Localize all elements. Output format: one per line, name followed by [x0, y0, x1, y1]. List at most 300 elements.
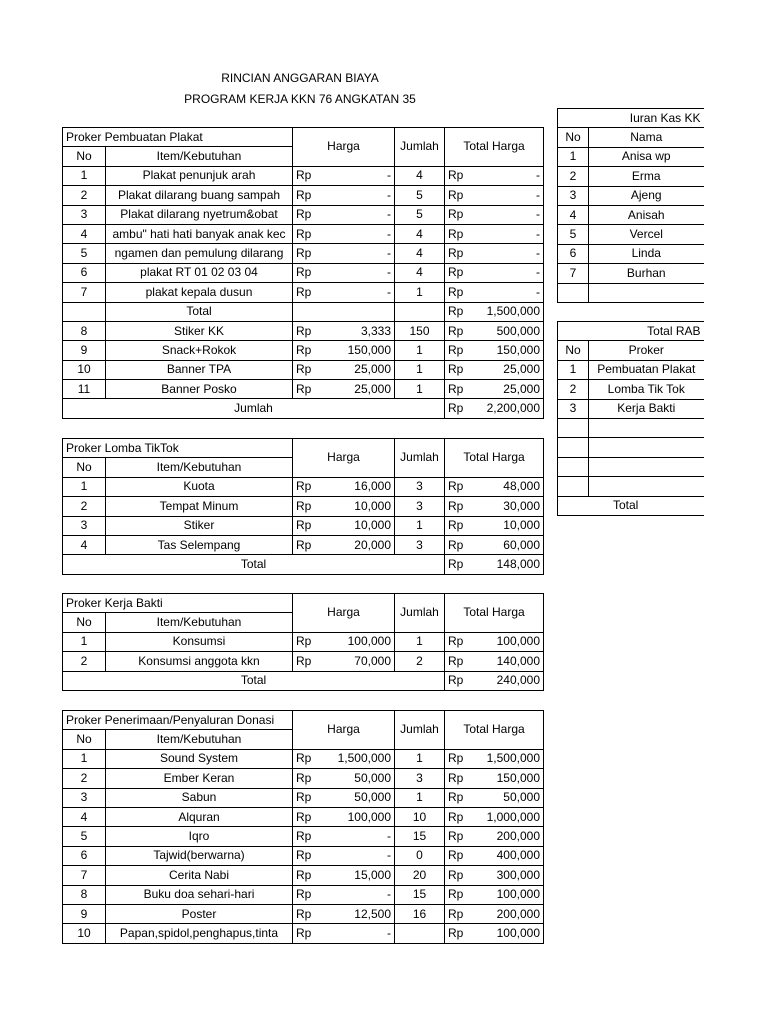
row-no: 4: [558, 205, 589, 224]
row-item: Sound System: [106, 749, 293, 768]
no-header: No: [558, 341, 589, 360]
row-no: 6: [63, 263, 106, 282]
total-currency: Rp: [445, 205, 476, 224]
total-row: [558, 496, 704, 515]
row-harga: -: [326, 205, 395, 224]
row-total-harga: -: [476, 263, 544, 282]
total-currency: Rp: [445, 652, 476, 671]
table-penerimaan-donasi: [62, 710, 544, 944]
row-harga: 25,000: [326, 360, 395, 379]
row-item: Tas Selempang: [106, 535, 293, 554]
row-harga: 20,000: [326, 535, 395, 554]
blank-cell: [293, 302, 326, 321]
total-currency: Rp: [445, 283, 476, 302]
row-item: Cerita Nabi: [106, 866, 293, 885]
row-jumlah: 1: [395, 360, 445, 379]
row-harga: 12,500: [326, 904, 395, 923]
jumlah-row: [63, 399, 544, 418]
total-currency: Rp: [445, 866, 476, 885]
total-currency: Rp: [445, 186, 476, 205]
row-item: Stiker: [106, 516, 293, 535]
harga-header: Harga: [293, 128, 395, 167]
row-nama: Anisa wp: [589, 147, 704, 166]
row-total-harga: -: [476, 244, 544, 263]
nama-header: Nama: [589, 128, 704, 147]
table-row: [63, 885, 544, 904]
harga-currency: Rp: [293, 769, 326, 788]
row-total-harga: -: [476, 283, 544, 302]
row-total-harga: 25,000: [476, 380, 544, 399]
row-total-harga: 300,000: [476, 866, 544, 885]
harga-currency: Rp: [293, 380, 326, 399]
total-harga-header: Total Harga: [445, 439, 544, 478]
row-harga: -: [326, 186, 395, 205]
table-row: [63, 904, 544, 923]
row-item: Stiker KK: [106, 321, 293, 340]
table-row: [63, 263, 544, 282]
total-currency: Rp: [445, 399, 476, 418]
row-item: Tajwid(berwarna): [106, 846, 293, 865]
row-total-harga: -: [476, 166, 544, 185]
total-currency: Rp: [445, 516, 476, 535]
total-currency: Rp: [445, 341, 476, 360]
harga-currency: Rp: [293, 924, 326, 943]
blank-cell: [558, 477, 589, 496]
row-no: 2: [558, 167, 589, 186]
row-jumlah: 2: [395, 652, 445, 671]
table-total-rab: [557, 321, 704, 516]
row-jumlah: 1: [395, 632, 445, 651]
harga-currency: Rp: [293, 846, 326, 865]
rab-body: [558, 322, 704, 516]
row-item: Alquran: [106, 807, 293, 826]
row-jumlah: 1: [395, 283, 445, 302]
document-title-line2: PROGRAM KERJA KKN 76 ANGKATAN 35: [184, 92, 416, 106]
row-total-harga: 48,000: [476, 477, 544, 496]
row-harga: 100,000: [326, 807, 395, 826]
row-harga: 16,000: [326, 477, 395, 496]
row-harga: 1,500,000: [326, 749, 395, 768]
total-currency: Rp: [445, 769, 476, 788]
blank-cell: [558, 418, 589, 437]
table-row: [558, 264, 704, 283]
row-item: Papan,spidol,penghapus,tinta: [106, 924, 293, 943]
row-no: 8: [63, 885, 106, 904]
harga-header: Harga: [293, 439, 395, 478]
row-harga: 100,000: [326, 632, 395, 651]
row-total-harga: 100,000: [476, 632, 544, 651]
table-row: [63, 652, 544, 671]
row-harga: -: [326, 885, 395, 904]
row-no: 9: [63, 904, 106, 923]
item-header: Item/Kebutuhan: [106, 147, 293, 166]
row-harga: 70,000: [326, 652, 395, 671]
table-row: [63, 205, 544, 224]
row-harga: -: [326, 924, 395, 943]
row-harga: -: [326, 827, 395, 846]
row-item: Snack+Rokok: [106, 341, 293, 360]
row-jumlah: [395, 924, 445, 943]
harga-currency: Rp: [293, 244, 326, 263]
row-total-harga: -: [476, 205, 544, 224]
total-row: [63, 555, 544, 574]
blank-cell: [395, 302, 445, 321]
row-no: 6: [63, 846, 106, 865]
total-harga-header: Total Harga: [445, 711, 544, 750]
row-total-harga: 60,000: [476, 535, 544, 554]
total-value: 240,000: [476, 671, 544, 690]
donasi-body: [63, 711, 544, 944]
section-title: Proker Pembuatan Plakat: [63, 128, 293, 147]
total-value: 2,200,000: [476, 399, 544, 418]
table-pembuatan-plakat: [62, 127, 544, 419]
blank-cell: [558, 283, 589, 302]
row-jumlah: 1: [395, 516, 445, 535]
total-label: Total: [558, 496, 704, 515]
row-total-harga: -: [476, 224, 544, 243]
row-harga: -: [326, 283, 395, 302]
row-no: 1: [63, 632, 106, 651]
total-value: 148,000: [476, 555, 544, 574]
row-jumlah: 10: [395, 807, 445, 826]
harga-currency: Rp: [293, 205, 326, 224]
table-row-empty: [558, 457, 704, 476]
harga-currency: Rp: [293, 224, 326, 243]
row-total-harga: 100,000: [476, 924, 544, 943]
total-currency: Rp: [445, 827, 476, 846]
row-harga: -: [326, 846, 395, 865]
row-no: 3: [63, 788, 106, 807]
harga-currency: Rp: [293, 652, 326, 671]
table-row: [63, 380, 544, 399]
total-currency: Rp: [445, 885, 476, 904]
row-no: 3: [63, 205, 106, 224]
row-total-harga: 500,000: [476, 321, 544, 340]
harga-currency: Rp: [293, 807, 326, 826]
table-row-empty: [558, 438, 704, 457]
table-row-empty: [558, 283, 704, 302]
row-jumlah: 3: [395, 477, 445, 496]
row-harga: -: [326, 263, 395, 282]
row-jumlah: 3: [395, 535, 445, 554]
table-row: [63, 535, 544, 554]
bakti-body: [63, 594, 544, 691]
total-currency: Rp: [445, 846, 476, 865]
table-row: [63, 360, 544, 379]
total-currency: Rp: [445, 224, 476, 243]
row-total-harga: 200,000: [476, 827, 544, 846]
row-jumlah: 5: [395, 205, 445, 224]
row-jumlah: 4: [395, 244, 445, 263]
row-no: 5: [558, 225, 589, 244]
table-row: [558, 205, 704, 224]
row-jumlah: 1: [395, 341, 445, 360]
harga-currency: Rp: [293, 321, 326, 340]
table-row: [63, 477, 544, 496]
row-no: 1: [558, 147, 589, 166]
blank-cell: [326, 302, 395, 321]
row-jumlah: 15: [395, 885, 445, 904]
no-header: No: [63, 147, 106, 166]
harga-currency: Rp: [293, 535, 326, 554]
row-jumlah: 150: [395, 321, 445, 340]
row-total-harga: 50,000: [476, 788, 544, 807]
row-harga: 15,000: [326, 866, 395, 885]
row-total-harga: 1,500,000: [476, 749, 544, 768]
row-no: 2: [63, 186, 106, 205]
table-row: [63, 788, 544, 807]
table-row: [63, 224, 544, 243]
iuran-title: Iuran Kas KK: [558, 109, 704, 128]
row-total-harga: 100,000: [476, 885, 544, 904]
total-label: Total: [63, 555, 445, 574]
total-currency: Rp: [445, 497, 476, 516]
row-harga: 50,000: [326, 769, 395, 788]
no-header: No: [558, 128, 589, 147]
total-currency: Rp: [445, 302, 476, 321]
blank-cell: [589, 477, 704, 496]
total-value: 1,500,000: [476, 302, 544, 321]
table-row: [558, 244, 704, 263]
row-no: 2: [63, 497, 106, 516]
row-jumlah: 5: [395, 186, 445, 205]
subtotal-row: [63, 302, 544, 321]
total-label: Total: [63, 671, 445, 690]
row-jumlah: 4: [395, 263, 445, 282]
total-currency: Rp: [445, 807, 476, 826]
table-row: [63, 827, 544, 846]
table-row: [63, 769, 544, 788]
table-row-empty: [558, 477, 704, 496]
table-row: [558, 186, 704, 205]
table-iuran-kas: [557, 108, 704, 303]
harga-currency: Rp: [293, 497, 326, 516]
table-row: [63, 516, 544, 535]
no-header: No: [63, 613, 106, 632]
row-total-harga: 150,000: [476, 769, 544, 788]
table-kerja-bakti: [62, 593, 544, 691]
row-no: 2: [558, 380, 589, 399]
table-row: [63, 807, 544, 826]
total-harga-header: Total Harga: [445, 594, 544, 633]
row-harga: -: [326, 166, 395, 185]
table-row: [558, 360, 704, 379]
section-title: Proker Penerimaan/Penyaluran Donasi: [63, 711, 293, 730]
row-no: 9: [63, 341, 106, 360]
row-no: 1: [63, 166, 106, 185]
row-no: 2: [63, 652, 106, 671]
harga-currency: Rp: [293, 632, 326, 651]
table-lomba-tiktok: [62, 438, 544, 575]
row-jumlah: 4: [395, 224, 445, 243]
table-row: [63, 846, 544, 865]
row-harga: -: [326, 224, 395, 243]
jumlah-header: Jumlah: [395, 594, 445, 633]
row-no: 7: [63, 283, 106, 302]
harga-currency: Rp: [293, 885, 326, 904]
row-item: plakat kepala dusun: [106, 283, 293, 302]
proker-header: Proker: [589, 341, 704, 360]
harga-currency: Rp: [293, 827, 326, 846]
harga-currency: Rp: [293, 749, 326, 768]
table-row: [63, 166, 544, 185]
total-currency: Rp: [445, 244, 476, 263]
row-total-harga: 30,000: [476, 497, 544, 516]
total-currency: Rp: [445, 924, 476, 943]
row-jumlah: 1: [395, 380, 445, 399]
row-item: Iqro: [106, 827, 293, 846]
table-row: [63, 497, 544, 516]
table-row: [63, 321, 544, 340]
harga-header: Harga: [293, 711, 395, 750]
row-item: Konsumsi: [106, 632, 293, 651]
plakat-body: [63, 128, 544, 419]
row-total-harga: 400,000: [476, 846, 544, 865]
row-jumlah: 4: [395, 166, 445, 185]
row-jumlah: 20: [395, 866, 445, 885]
table-row: [63, 924, 544, 943]
table-row: [63, 632, 544, 651]
row-item: Buku doa sehari-hari: [106, 885, 293, 904]
no-header: No: [63, 730, 106, 749]
row-total-harga: -: [476, 186, 544, 205]
row-no: 3: [558, 186, 589, 205]
table-row: [63, 866, 544, 885]
row-item: Plakat penunjuk arah: [106, 166, 293, 185]
row-proker: Pembuatan Plakat: [589, 360, 704, 379]
row-item: plakat RT 01 02 03 04: [106, 263, 293, 282]
table-row-empty: [558, 418, 704, 437]
row-no: 4: [63, 807, 106, 826]
row-no: 3: [558, 399, 589, 418]
blank-cell: [63, 302, 106, 321]
row-total-harga: 25,000: [476, 360, 544, 379]
row-total-harga: 200,000: [476, 904, 544, 923]
document-title-line1: RINCIAN ANGGARAN BIAYA: [221, 71, 379, 85]
row-no: 2: [63, 769, 106, 788]
blank-cell: [589, 418, 704, 437]
row-nama: Ajeng: [589, 186, 704, 205]
row-no: 5: [63, 827, 106, 846]
row-proker: Kerja Bakti: [589, 399, 704, 418]
row-proker: Lomba Tik Tok: [589, 380, 704, 399]
harga-currency: Rp: [293, 904, 326, 923]
row-item: Tempat Minum: [106, 497, 293, 516]
blank-cell: [589, 457, 704, 476]
row-total-harga: 1,000,000: [476, 807, 544, 826]
blank-cell: [558, 438, 589, 457]
row-item: Sabun: [106, 788, 293, 807]
row-nama: Linda: [589, 244, 704, 263]
row-harga: 25,000: [326, 380, 395, 399]
total-currency: Rp: [445, 671, 476, 690]
total-currency: Rp: [445, 380, 476, 399]
no-header: No: [63, 458, 106, 477]
row-nama: Burhan: [589, 264, 704, 283]
harga-currency: Rp: [293, 866, 326, 885]
harga-currency: Rp: [293, 283, 326, 302]
total-currency: Rp: [445, 477, 476, 496]
table-row: [63, 749, 544, 768]
total-currency: Rp: [445, 166, 476, 185]
total-currency: Rp: [445, 788, 476, 807]
total-row: [63, 671, 544, 690]
total-currency: Rp: [445, 360, 476, 379]
section-title: Proker Kerja Bakti: [63, 594, 293, 613]
table-row: [558, 399, 704, 418]
harga-currency: Rp: [293, 360, 326, 379]
row-no: 10: [63, 360, 106, 379]
row-harga: 3,333: [326, 321, 395, 340]
total-currency: Rp: [445, 749, 476, 768]
row-nama: Anisah: [589, 205, 704, 224]
total-harga-header: Total Harga: [445, 128, 544, 167]
iuran-body: [558, 109, 704, 303]
harga-currency: Rp: [293, 186, 326, 205]
row-no: 6: [558, 244, 589, 263]
total-label: Total: [106, 302, 293, 321]
row-no: 7: [558, 264, 589, 283]
row-item: Banner Posko: [106, 380, 293, 399]
blank-cell: [589, 283, 704, 302]
row-harga: 150,000: [326, 341, 395, 360]
row-no: 4: [63, 224, 106, 243]
rab-title: Total RAB: [558, 322, 704, 341]
item-header: Item/Kebutuhan: [106, 458, 293, 477]
row-harga: -: [326, 244, 395, 263]
table-row: [558, 147, 704, 166]
blank-cell: [589, 438, 704, 457]
row-item: Plakat dilarang buang sampah: [106, 186, 293, 205]
row-item: Konsumsi anggota kkn: [106, 652, 293, 671]
jumlah-header: Jumlah: [395, 439, 445, 478]
table-row: [558, 225, 704, 244]
item-header: Item/Kebutuhan: [106, 613, 293, 632]
row-no: 10: [63, 924, 106, 943]
tiktok-body: [63, 439, 544, 575]
harga-currency: Rp: [293, 477, 326, 496]
harga-currency: Rp: [293, 263, 326, 282]
row-jumlah: 1: [395, 749, 445, 768]
row-no: 7: [63, 866, 106, 885]
row-jumlah: 1: [395, 788, 445, 807]
total-currency: Rp: [445, 555, 476, 574]
harga-currency: Rp: [293, 341, 326, 360]
total-currency: Rp: [445, 321, 476, 340]
harga-currency: Rp: [293, 788, 326, 807]
row-item: ngamen dan pemulung dilarang: [106, 244, 293, 263]
harga-header: Harga: [293, 594, 395, 633]
row-no: 1: [63, 749, 106, 768]
total-currency: Rp: [445, 535, 476, 554]
row-item: Plakat dilarang nyetrum&obat: [106, 205, 293, 224]
table-row: [558, 380, 704, 399]
row-no: 3: [63, 516, 106, 535]
table-row: [558, 167, 704, 186]
row-jumlah: 3: [395, 497, 445, 516]
jumlah-header: Jumlah: [395, 128, 445, 167]
total-label: Jumlah: [63, 399, 445, 418]
table-row: [63, 244, 544, 263]
row-nama: Vercel: [589, 225, 704, 244]
row-no: 11: [63, 380, 106, 399]
row-item: Poster: [106, 904, 293, 923]
row-item: Ember Keran: [106, 769, 293, 788]
total-currency: Rp: [445, 263, 476, 282]
blank-cell: [558, 457, 589, 476]
row-harga: 10,000: [326, 497, 395, 516]
row-jumlah: 16: [395, 904, 445, 923]
